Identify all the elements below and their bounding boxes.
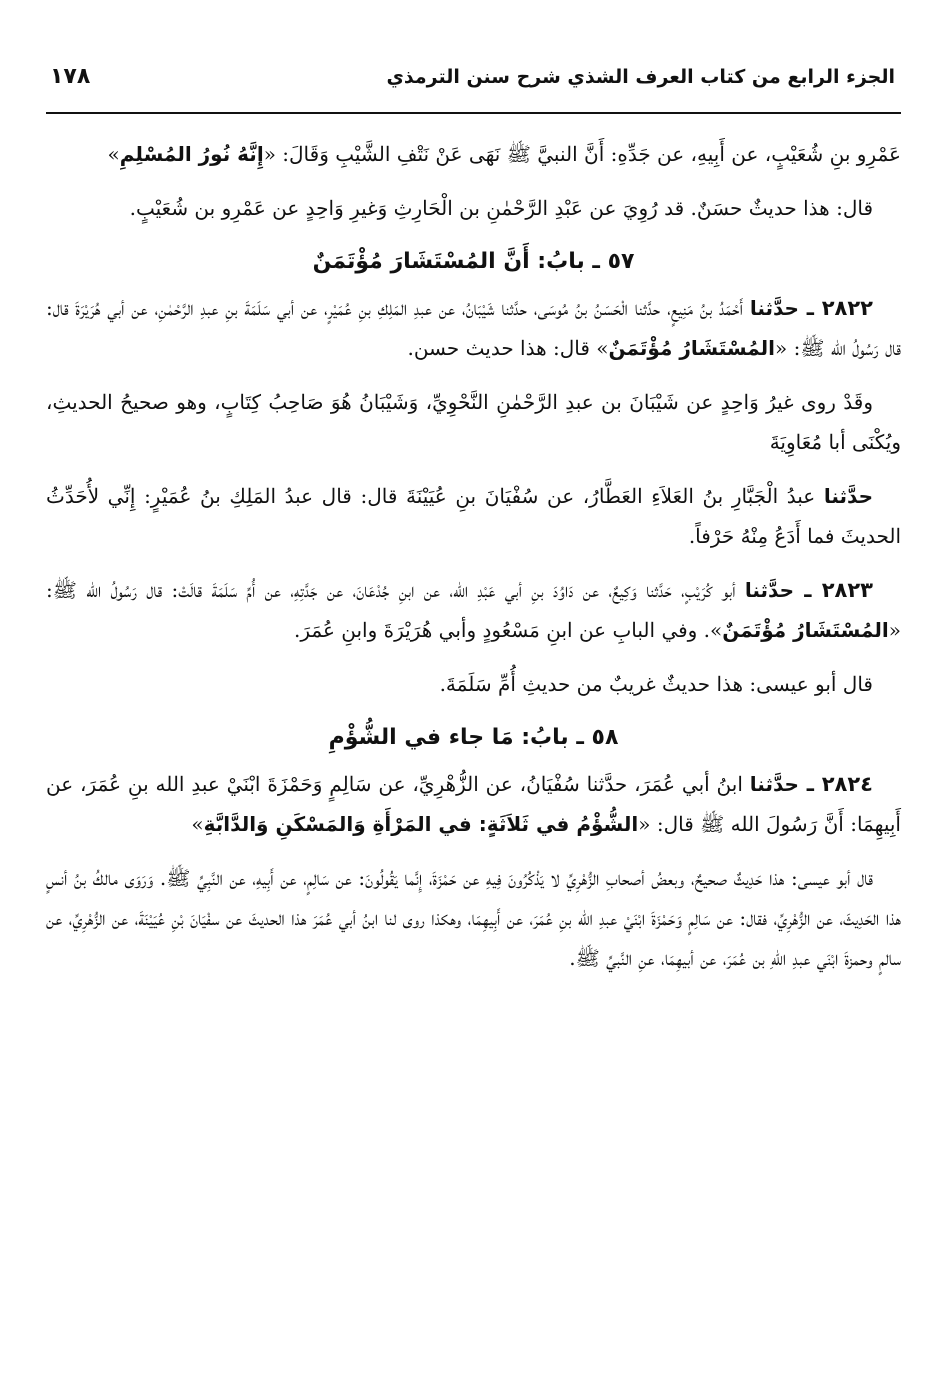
page-number: ١٧٨	[50, 64, 91, 89]
chapter-heading: ٥٧ ـ بابُ: أَنَّ المُسْتَشَارَ مُؤْتَمَنٌ	[312, 249, 635, 274]
text-run: » قال: هذا حديث حسن.	[407, 336, 609, 360]
text-run: »	[107, 142, 120, 166]
hadith-text: المُسْتَشَارُ مُؤْتَمَنٌ	[608, 336, 775, 360]
paragraph	[46, 288, 901, 368]
text-run: قال أبو عيسى: هذا حديثٌ غريبٌ من حديثِ أُمِّ سَلَمَةَ.	[439, 672, 873, 696]
book-title: الجزء الرابع من كتاب العرف الشذي شرح سنن الترمذي	[386, 66, 895, 88]
paragraph	[46, 134, 901, 174]
text-run: أبو كُرَيْبٍ، حَدَّثنا وَكِيعٌ، عن دَاوُدَ بنِ أبي عَبْدِ الله، عن ابنِ جُدْعَانَ، عن جَدَّتِهِ، عن أُمِّ سَلَمَةَ قالَتْ: قال رَسُولُ الله ﷺ: «	[46, 578, 901, 642]
running-head	[46, 64, 901, 112]
paragraph	[46, 382, 901, 462]
chapter-heading: ٥٨ ـ بابُ: مَا جاء في الشُّؤْمِ	[328, 725, 619, 750]
paragraph	[46, 476, 901, 556]
hadith-text: المُسْتَشَارُ مُؤْتَمَنٌ	[722, 618, 889, 642]
hadith-text: الشُّؤْمُ في ثَلاَثَةٍ: في المَرْأَةِ وَالمَسْكَنِ وَالدَّابَّةِ	[203, 812, 639, 836]
narration-lead: حدَّثنا	[744, 578, 795, 602]
text-run: قال: هذا حديثٌ حسَنٌ. قد رُوِيَ عن عَبْدِ الرَّحْمٰنِ بن الْحَارِثِ وَغيرِ وَاحِدٍ عن عَمْرِو بن شُعَيْبٍ.	[129, 196, 873, 220]
paragraph	[46, 188, 901, 228]
hadith-number: ٢٨٢٣ ـ	[794, 578, 873, 602]
text-run: عَمْرِو بنِ شُعَيْبٍ، عن أَبِيهِ، عن جَدِّهِ: أَنَّ النبيَّ ﷺ نَهَى عَنْ نَتْفِ الشَّيْبِ وَقَالَ: «	[263, 142, 901, 166]
paragraph	[46, 664, 901, 704]
body-text	[46, 134, 901, 978]
text-run: عبدُ الْجَبَّارِ بنُ العَلاَءِ العَطَّارُ، عن سُفْيَانَ بنِ عُيَيْنَةَ قال: قال عبدُ المَلِكِ بنُ عُمَيْرٍ: إِنِّي لأُحَدِّثُ الحديثَ فما أَدَعُ مِنْهُ حَرْفاً.	[46, 484, 901, 548]
hadith-text: إِنَّهُ نُورُ المُسْلِمِ	[119, 142, 264, 166]
paragraph	[46, 858, 901, 978]
hadith-number: ٢٨٢٤ ـ	[798, 772, 873, 796]
text-run: »	[191, 812, 204, 836]
text-run: وقَدْ روى غيرُ وَاحِدٍ عن شَيْبَانَ بن عبدِ الرَّحْمٰنِ النَّحْوِيِّ، وَشَيْبَانُ هُوَ صَاحِبُ كِتَابٍ، وهو صحيحُ الحديثِ، ويُكْنَى أبا مُعَاوِيَةَ	[46, 390, 901, 454]
header-divider	[46, 112, 901, 114]
text-run: قال أبو عيسى: هذا حَدِيثٌ صحيحٌ، وبعضُ أصحابِ الزُّهْرِيِّ لا يَذْكُرُونَ فِيهِ عن حَمْزَةَ، إِنَّما يَقُولُونَ: عن سَالِمٍ، عن أَبِيهِ، عن النَّبِيِّ ﷺ. وَرَوَى مالكُ بنُ أنسٍ هذا الحَدِيثَ، عن الزُّهْرِيِّ، فقال: عن سَالِمٍ وَحَمْزَةَ ابْنَيْ عبدِ الله بنِ عُمَرَ، عن أَبِيهِمَا، وهكذا روى لنا ابنُ أبي عُمَرَ هذا الحديثَ عن سفْيَانَ بْنِ عُيَيْنَةَ، عن الزُّهْرِيِّ، عن سالمٍ وحمزةَ ابْنَي عبدِ اللهِ بن عُمَرَ، عن أبيهِمَا، عنِ النَّبيِّ ﷺ.	[46, 866, 901, 970]
text-run: ». وفي البابِ عن ابنِ مَسْعُودٍ وأبي هُرَيْرَةَ وابنِ عُمَرَ.	[294, 618, 723, 642]
narration-lead: حدَّثنا	[749, 772, 799, 796]
narration-lead: حدَّثنا	[749, 296, 799, 320]
text-run: أَحْمَدُ بنُ مَنِيعٍ، حدَّثنا الْحَسَنُ بنُ مُوسَى، حدَّثنا شَيْبَانُ، عن عبدِ المَلِكِ بنِ عُمَيْرٍ، عن أبي سَلَمَةَ بنِ عبدِ الرَّحْمٰنِ، عن أبي هُرَيْرَةَ قال: قال رَسُولُ الله ﷺ: «	[46, 296, 901, 360]
paragraph	[46, 570, 901, 650]
text-run: ابنُ أبي عُمَرَ، حدَّثنا سُفْيَانُ، عن الزُّهْرِيِّ، عن سَالِمٍ وَحَمْزَةَ ابْنَيْ عبدِ الله بنِ عُمَرَ، عن أَبِيهِمَا: أَنَّ رَسُولَ الله ﷺ قال: «	[46, 772, 901, 836]
hadith-number: ٢٨٢٢ ـ	[798, 296, 873, 320]
narration-lead: حدَّثنا	[823, 484, 873, 508]
paragraph	[46, 764, 901, 844]
